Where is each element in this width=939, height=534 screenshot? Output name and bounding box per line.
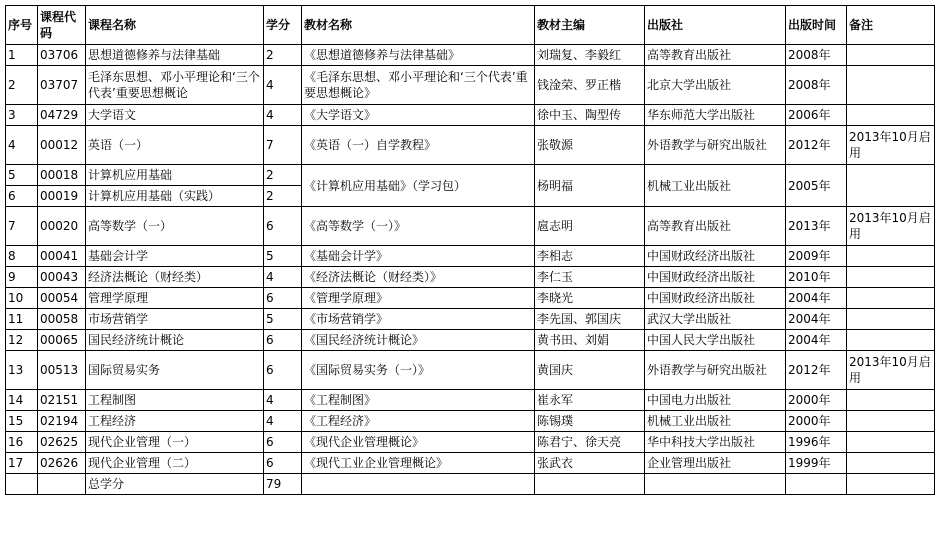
cell-code: 03706: [38, 45, 86, 66]
cell-note: [847, 165, 935, 207]
table-row: [6, 330, 935, 351]
cell-book: 《思想道德修养与法律基础》: [302, 45, 535, 66]
cell-note: [847, 309, 935, 330]
cell-editor: 杨明福: [535, 165, 645, 207]
cell-year: 2004年: [786, 309, 847, 330]
cell-no: 16: [6, 432, 38, 453]
table-row: [6, 165, 935, 186]
cell-editor: 崔永军: [535, 390, 645, 411]
cell-book: 《经济法概论（财经类）》: [302, 267, 535, 288]
cell-book: 《计算机应用基础》（学习包）: [302, 165, 535, 207]
header-press: 出版社: [645, 6, 786, 45]
cell-year: 2012年: [786, 351, 847, 390]
cell-year: 2008年: [786, 66, 847, 105]
table-row: [6, 267, 935, 288]
cell-code: 02625: [38, 432, 86, 453]
cell-course: 思想道德修养与法律基础: [86, 45, 264, 66]
cell-book: 《管理学原理》: [302, 288, 535, 309]
cell-note: [847, 390, 935, 411]
cell-no: 2: [6, 66, 38, 105]
cell-no: 9: [6, 267, 38, 288]
table-row: [6, 453, 935, 474]
cell-press: 中国财政经济出版社: [645, 267, 786, 288]
cell-course: 现代企业管理（一）: [86, 432, 264, 453]
cell-press: 外语教学与研究出版社: [645, 126, 786, 165]
cell-press: 高等教育出版社: [645, 207, 786, 246]
cell-year: 2009年: [786, 246, 847, 267]
cell-course: 毛泽东思想、邓小平理论和‘三个代表’重要思想概论: [86, 66, 264, 105]
cell-course: 英语（一）: [86, 126, 264, 165]
cell-note: [847, 474, 935, 495]
cell-book: 《工程制图》: [302, 390, 535, 411]
cell-credit: 6: [264, 330, 302, 351]
cell-course: 经济法概论（财经类）: [86, 267, 264, 288]
header-row: [6, 6, 935, 45]
cell-press: 高等教育出版社: [645, 45, 786, 66]
cell-book: 《大学语文》: [302, 105, 535, 126]
cell-editor: 李仁玉: [535, 267, 645, 288]
cell-course: 计算机应用基础（实践）: [86, 186, 264, 207]
cell-course: 管理学原理: [86, 288, 264, 309]
cell-no: 4: [6, 126, 38, 165]
cell-credit: 6: [264, 288, 302, 309]
table-row: [6, 207, 935, 246]
cell-year: 2012年: [786, 126, 847, 165]
cell-no: 1: [6, 45, 38, 66]
cell-editor: [535, 474, 645, 495]
cell-no: 10: [6, 288, 38, 309]
cell-credit: 4: [264, 390, 302, 411]
cell-credit: 4: [264, 105, 302, 126]
cell-note: 2013年10月启用: [847, 207, 935, 246]
cell-press: 机械工业出版社: [645, 411, 786, 432]
cell-year: 1999年: [786, 453, 847, 474]
cell-no: 12: [6, 330, 38, 351]
cell-press: 华东师范大学出版社: [645, 105, 786, 126]
cell-course: 基础会计学: [86, 246, 264, 267]
header-credit: 学分: [264, 6, 302, 45]
cell-no: 17: [6, 453, 38, 474]
cell-code: 02151: [38, 390, 86, 411]
table-row: [6, 390, 935, 411]
cell-press: 武汉大学出版社: [645, 309, 786, 330]
header-book: 教材名称: [302, 6, 535, 45]
cell-book: 《市场营销学》: [302, 309, 535, 330]
cell-credit: 6: [264, 453, 302, 474]
cell-course: 市场营销学: [86, 309, 264, 330]
cell-editor: 黄国庆: [535, 351, 645, 390]
header-note: 备注: [847, 6, 935, 45]
total-row: [6, 474, 935, 495]
header-no: 序号: [6, 6, 38, 45]
cell-no: 11: [6, 309, 38, 330]
cell-press: 华中科技大学出版社: [645, 432, 786, 453]
cell-code: 02194: [38, 411, 86, 432]
total-credit: 79: [264, 474, 302, 495]
header-year: 出版时间: [786, 6, 847, 45]
cell-code: 00018: [38, 165, 86, 186]
cell-editor: 钱淦荣、罗正楷: [535, 66, 645, 105]
cell-credit: 6: [264, 207, 302, 246]
cell-editor: 黄书田、刘娟: [535, 330, 645, 351]
table-row: [6, 288, 935, 309]
cell-credit: 5: [264, 309, 302, 330]
cell-year: 2000年: [786, 390, 847, 411]
cell-press: 企业管理出版社: [645, 453, 786, 474]
cell-code: 00058: [38, 309, 86, 330]
cell-book: 《毛泽东思想、邓小平理论和‘三个代表’重要思想概论》: [302, 66, 535, 105]
cell-editor: 张武衣: [535, 453, 645, 474]
cell-editor: 陈锡璞: [535, 411, 645, 432]
cell-editor: 徐中玉、陶型传: [535, 105, 645, 126]
cell-credit: 7: [264, 126, 302, 165]
cell-no: 14: [6, 390, 38, 411]
cell-year: 2008年: [786, 45, 847, 66]
table-row: [6, 411, 935, 432]
cell-year: 2010年: [786, 267, 847, 288]
cell-code: 04729: [38, 105, 86, 126]
cell-no: 15: [6, 411, 38, 432]
cell-code: 00019: [38, 186, 86, 207]
cell-press: [645, 474, 786, 495]
table-row: [6, 126, 935, 165]
cell-editor: 李晓光: [535, 288, 645, 309]
cell-code: 00012: [38, 126, 86, 165]
cell-no: 7: [6, 207, 38, 246]
cell-press: 外语教学与研究出版社: [645, 351, 786, 390]
cell-course: 现代企业管理（二）: [86, 453, 264, 474]
cell-credit: 6: [264, 432, 302, 453]
cell-credit: 6: [264, 351, 302, 390]
cell-course: 工程制图: [86, 390, 264, 411]
cell-no: 8: [6, 246, 38, 267]
cell-credit: 4: [264, 267, 302, 288]
cell-press: 中国财政经济出版社: [645, 246, 786, 267]
cell-year: 2006年: [786, 105, 847, 126]
cell-year: 2005年: [786, 165, 847, 207]
cell-note: [847, 267, 935, 288]
cell-press: 机械工业出版社: [645, 165, 786, 207]
total-label: 总学分: [86, 474, 264, 495]
cell-code: 03707: [38, 66, 86, 105]
cell-course: 工程经济: [86, 411, 264, 432]
cell-note: [847, 246, 935, 267]
cell-note: [847, 45, 935, 66]
cell-no: [6, 474, 38, 495]
cell-year: [786, 474, 847, 495]
cell-press: 中国人民大学出版社: [645, 330, 786, 351]
cell-code: 00065: [38, 330, 86, 351]
cell-course: 计算机应用基础: [86, 165, 264, 186]
header-code: 课程代码: [38, 6, 86, 45]
cell-year: 2004年: [786, 330, 847, 351]
cell-book: 《工程经济》: [302, 411, 535, 432]
cell-note: [847, 66, 935, 105]
cell-code: 00043: [38, 267, 86, 288]
cell-no: 13: [6, 351, 38, 390]
cell-year: 2013年: [786, 207, 847, 246]
cell-credit: 4: [264, 411, 302, 432]
cell-course: 国际贸易实务: [86, 351, 264, 390]
cell-note: [847, 288, 935, 309]
course-table: [5, 5, 935, 495]
table-row: [6, 309, 935, 330]
cell-book: 《国民经济统计概论》: [302, 330, 535, 351]
table-row: [6, 105, 935, 126]
cell-credit: 2: [264, 165, 302, 186]
cell-credit: 2: [264, 186, 302, 207]
cell-editor: 李先国、郭国庆: [535, 309, 645, 330]
cell-note: [847, 105, 935, 126]
cell-code: [38, 474, 86, 495]
cell-press: 北京大学出版社: [645, 66, 786, 105]
cell-no: 3: [6, 105, 38, 126]
table-row: [6, 246, 935, 267]
cell-book: 《基础会计学》: [302, 246, 535, 267]
cell-course: 国民经济统计概论: [86, 330, 264, 351]
table-row: [6, 351, 935, 390]
cell-course: 高等数学（一）: [86, 207, 264, 246]
cell-course: 大学语文: [86, 105, 264, 126]
cell-year: 2004年: [786, 288, 847, 309]
cell-editor: 扈志明: [535, 207, 645, 246]
cell-code: 00513: [38, 351, 86, 390]
cell-note: [847, 330, 935, 351]
cell-book: [302, 474, 535, 495]
table-row: [6, 432, 935, 453]
cell-code: 00041: [38, 246, 86, 267]
table-row: [6, 66, 935, 105]
cell-editor: 张敬源: [535, 126, 645, 165]
cell-book: 《现代企业管理概论》: [302, 432, 535, 453]
header-editor: 教材主编: [535, 6, 645, 45]
cell-note: 2013年10月启用: [847, 126, 935, 165]
cell-press: 中国财政经济出版社: [645, 288, 786, 309]
cell-editor: 陈君宁、徐天亮: [535, 432, 645, 453]
cell-credit: 4: [264, 66, 302, 105]
cell-note: [847, 411, 935, 432]
cell-book: 《国际贸易实务（一）》: [302, 351, 535, 390]
cell-credit: 5: [264, 246, 302, 267]
cell-note: [847, 453, 935, 474]
cell-book: 《现代工业企业管理概论》: [302, 453, 535, 474]
cell-note: 2013年10月启用: [847, 351, 935, 390]
cell-year: 2000年: [786, 411, 847, 432]
cell-year: 1996年: [786, 432, 847, 453]
cell-code: 00020: [38, 207, 86, 246]
cell-book: 《英语（一）自学教程》: [302, 126, 535, 165]
table-row: [6, 45, 935, 66]
cell-book: 《高等数学（一）》: [302, 207, 535, 246]
cell-press: 中国电力出版社: [645, 390, 786, 411]
cell-editor: 李相志: [535, 246, 645, 267]
cell-code: 02626: [38, 453, 86, 474]
cell-no: 5: [6, 165, 38, 186]
page: [5, 5, 935, 495]
cell-editor: 刘瑞复、李毅红: [535, 45, 645, 66]
cell-note: [847, 432, 935, 453]
cell-no: 6: [6, 186, 38, 207]
cell-code: 00054: [38, 288, 86, 309]
header-course: 课程名称: [86, 6, 264, 45]
cell-credit: 2: [264, 45, 302, 66]
